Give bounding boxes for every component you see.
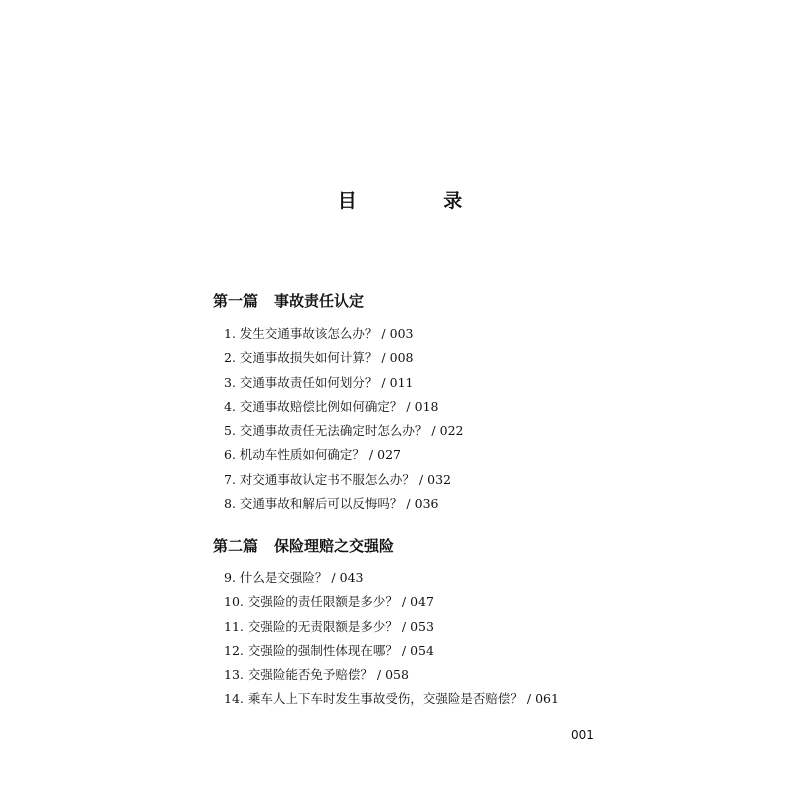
toc-entry[interactable] [224,566,559,590]
toc-entry[interactable] [224,663,559,687]
toc-entry-title: 7. 对交通事故认定书不服怎么办？ [224,471,415,487]
toc-entry-title: 3. 交通事故责任如何划分？ [224,374,378,390]
toc-entry-title: 10. 交强险的责任限额是多少？ [224,594,398,610]
toc-entry-separator: / [381,374,386,390]
toc-entry-separator: / [526,691,532,707]
toc-entry[interactable] [224,395,463,419]
section-part-label: 第一篇 [213,292,259,310]
footer-page-number: 001 [571,728,594,742]
toc-entry-separator: / [401,618,407,634]
toc-entry-page: 032 [427,471,451,487]
toc-entry-page: 058 [385,667,409,683]
toc-entry-title: 12. 交强险的强制性体现在哪？ [224,642,398,658]
toc-entry-title: 4. 交通事故赔偿比例如何确定？ [224,398,403,414]
toc-entry[interactable] [224,322,463,346]
section-1-entries [224,322,463,516]
toc-entry-separator: / [331,570,336,585]
page-title: 目 录 [337,190,503,212]
toc-entry-page: 061 [535,691,559,707]
toc-entry-title: 5. 交通事故责任无法确定时怎么办？ [224,423,428,439]
toc-entry-separator: / [431,423,436,439]
toc-entry-separator: / [368,447,374,463]
toc-entry-separator: / [381,326,386,341]
toc-entry-title: 2. 交通事故损失如何计算？ [224,350,378,366]
toc-entry-page: 053 [410,618,434,634]
toc-entry[interactable] [224,371,463,395]
toc-entry-title: 9. 什么是交强险？ [224,570,328,585]
section-heading-2 [213,535,394,556]
toc-entry-separator: / [381,350,386,366]
toc-entry[interactable] [224,590,559,614]
section-heading-1 [213,290,364,311]
toc-entry[interactable] [224,492,463,516]
toc-entry[interactable] [224,639,559,663]
toc-entry-page: 054 [410,642,434,658]
toc-entry-page: 003 [389,326,414,341]
toc-entry-page: 008 [389,350,414,366]
toc-entry-page: 027 [377,447,401,463]
toc-entry[interactable] [224,468,463,492]
toc-entry-separator: / [376,667,382,683]
toc-entry-separator: / [406,496,411,512]
toc-entry-title: 1. 发生交通事故该怎么办？ [224,326,378,341]
toc-entry[interactable] [224,687,559,711]
toc-entry-title: 14. 乘车人上下车时发生事故受伤，交强险是否赔偿？ [224,691,523,707]
section-2-entries [224,566,559,712]
toc-entry[interactable] [224,419,463,443]
section-name: 保险理赔之交强险 [274,537,395,555]
toc-entry-separator: / [418,471,424,487]
toc-entry-page: 043 [339,570,364,585]
toc-entry[interactable] [224,615,559,639]
toc-entry[interactable] [224,346,463,370]
toc-entry-page: 022 [439,423,464,439]
toc-entry-title: 13. 交强险能否免予赔偿？ [224,667,373,683]
toc-entry-page: 018 [414,398,439,414]
section-name: 事故责任认定 [274,292,365,310]
toc-entry-separator: / [406,398,411,414]
toc-entry-title: 11. 交强险的无责限额是多少？ [224,618,398,634]
toc-entry-separator: / [401,594,407,610]
toc-entry-title: 6. 机动车性质如何确定？ [224,447,365,463]
toc-entry-page: 011 [389,374,414,390]
section-part-label: 第二篇 [213,537,259,555]
toc-entry-title: 8. 交通事故和解后可以反悔吗？ [224,496,403,512]
toc-entry-separator: / [401,642,407,658]
toc-entry-page: 047 [410,594,434,610]
toc-entry[interactable] [224,443,463,467]
toc-entry-page: 036 [414,496,439,512]
